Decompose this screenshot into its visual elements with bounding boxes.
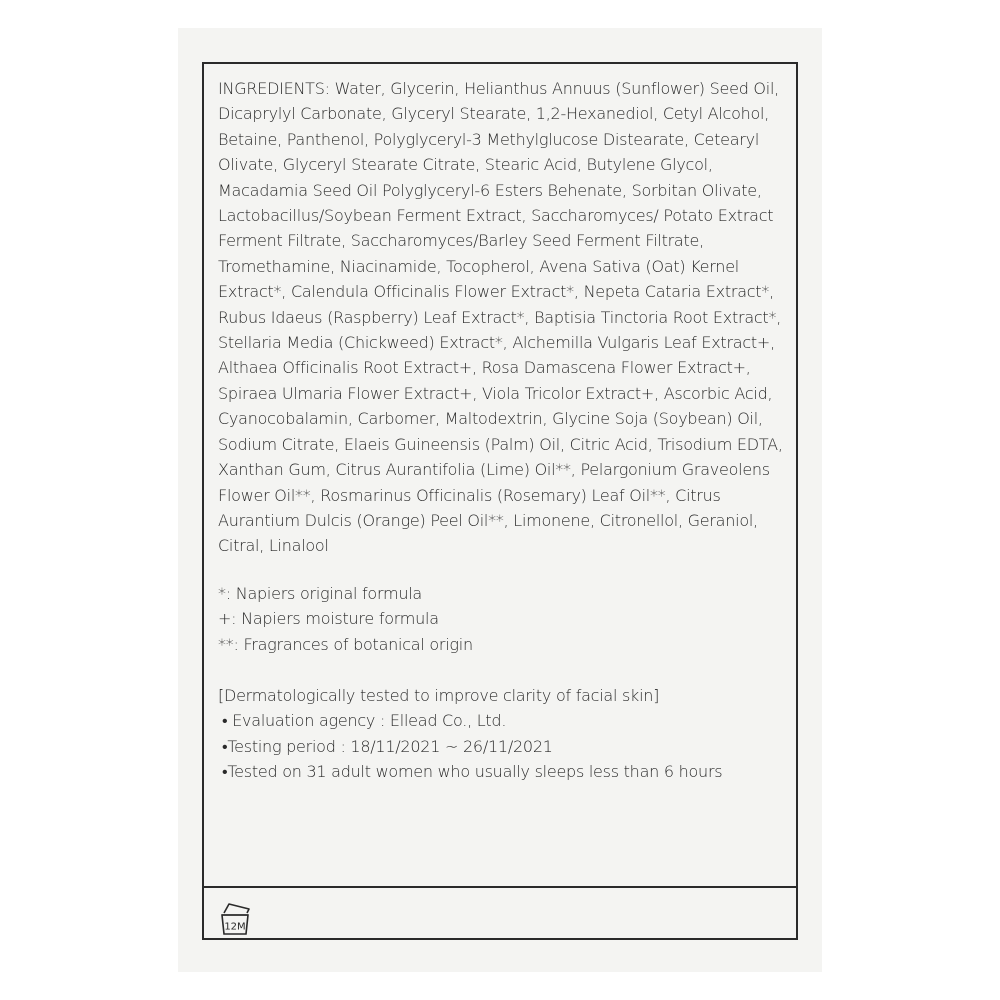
test-heading: [Dermatologically tested to improve clarity of facial skin] — [218, 685, 660, 705]
pao-label: 12M — [224, 921, 246, 933]
test-subjects: •Tested on 31 adult women who usually sleeps less than 6 hours — [222, 762, 723, 782]
footnotes — [218, 581, 790, 657]
test-agency: • Evaluation agency : Ellead Co., Ltd. — [222, 711, 507, 731]
ingredients-list: INGREDIENTS: Water, Glycerin, Helianthus Annuus (Sunflower) Seed Oil, Dicaprylyl Carbonate, Glyceryl Stearate, 1,2-Hexanediol, Cetyl Alcohol, Betaine, Panthenol, Polyglyceryl-3 Methylglucose Distearate, Cetearyl Olivate, Glyceryl Stearate Citrate, Stearic Acid, Butylene Glycol, Macadamia Seed Oil Polyglyceryl-6 Esters Behenate, Sorbitan Olivate, Lactobacillus/Soybean Ferment Extract, Saccharomyces/ Potato Extract Ferment Filtrate, Saccharomyces/Barley Seed Ferment Filtrate, Tromethamine, Niacinamide, Tocopherol, Avena Sativa (Oat) Kernel Extract*, Calendula Officinalis Flower Extract*, Nepeta Cataria Extract*, Rubus Idaeus (Raspberry) Leaf Extract*, Baptisia Tinctoria Root Extract*, Stellaria Media (Chickweed) Extract*, Alchemilla Vulgaris Leaf Extract+, Althaea Officinalis Root Extract+, Rosa Damascena Flower Extract+, Spiraea Ulmaria Flower Extract+, Viola Tricolor Extract+, Ascorbic Acid, Cyanocobalamin, Carbomer, Maltodextrin, Glycine Soja (Soybean) Oil, Sodium Citrate, Elaeis Guineensis (Palm) Oil, Citric Acid, Trisodium EDTA, Xanthan Gum, Citrus Aurantifolia (Lime) Oil**, Pelargonium Graveolens Flower Oil**, Rosmarinus Officinalis (Rosemary) Leaf Oil**, Citrus Aurantium Dulcis (Orange) Peel Oil**, Limonene, Citronellol, Geraniol, Citral, Linalool — [218, 79, 783, 556]
dermatological-test-info — [218, 683, 790, 785]
footnote-fragrance: **: Fragrances of botanical origin — [218, 634, 473, 654]
footnote-original: *: Napiers original formula — [218, 583, 422, 603]
test-period: •Testing period : 18/11/2021 ~ 26/11/2021 — [222, 736, 553, 756]
open-jar-icon — [216, 900, 254, 938]
footnote-moisture: +: Napiers moisture formula — [218, 609, 439, 629]
label-content — [218, 76, 790, 785]
section-divider — [204, 886, 796, 888]
label-frame — [202, 62, 798, 940]
